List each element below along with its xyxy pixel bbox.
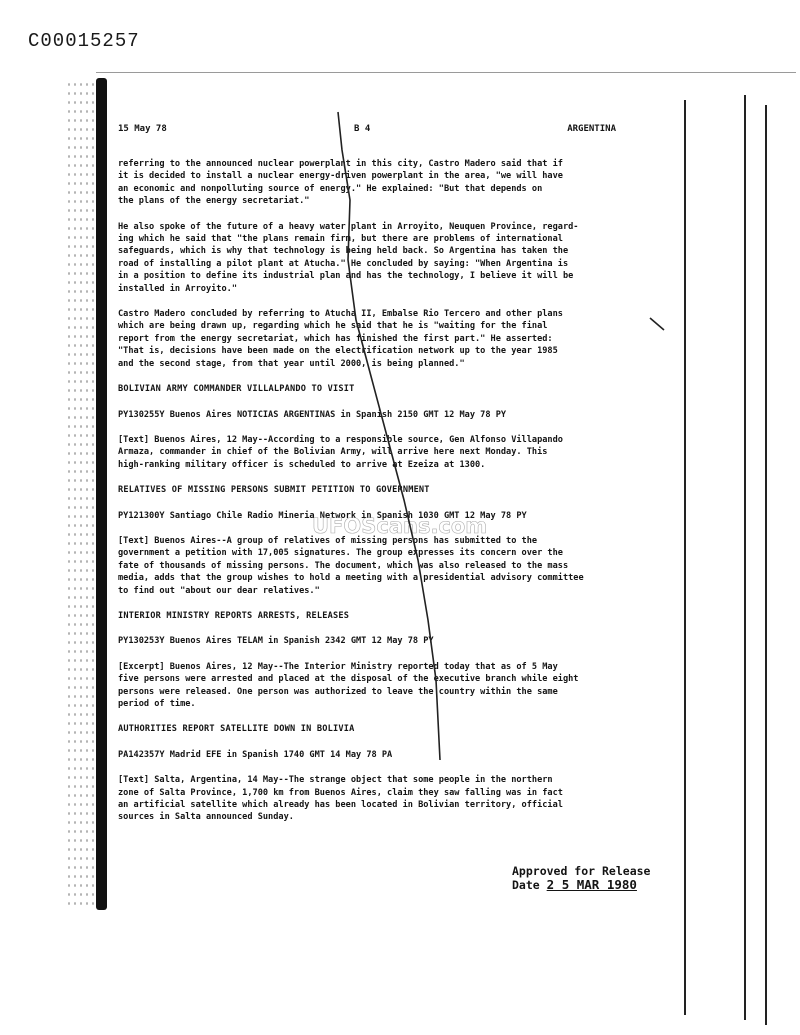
story-headline: INTERIOR MINISTRY REPORTS ARRESTS, RELEASES — [118, 610, 350, 621]
paragraph-atucha: Castro Madero concluded by referring to Atucha II, Embalse Rio Tercero and other plans which are being drawn up, regarding which he said that he is "waiting for the final report from the energy secretariat, which has finished the first part." He asserted: "That is, decisions have been made on the electrification network up to the year 1985 and the second stage, from that year until 2000, is being planned." — [118, 309, 563, 369]
paragraph-nuclear-plant: referring to the announced nuclear powerplant in this city, Castro Madero said that if it is decided to install a nuclear energy-driven powerplant in the area, "we will have an economic and nonpolluting source of energy." He explained: "But that depends on the plans of the energy secretariat." — [118, 159, 563, 207]
story-slug: PY130255Y Buenos Aires NOTICIAS ARGENTINAS in Spanish 2150 GMT 12 May 78 PY — [118, 409, 507, 420]
scan-noise-left — [66, 80, 96, 910]
right-scan-line-3 — [765, 105, 767, 1025]
story-slug: PY130253Y Buenos Aires TELAM in Spanish 2342 GMT 12 May 78 PY — [118, 636, 434, 647]
release-stamp-label: Approved for Release — [512, 864, 651, 878]
story-headline: AUTHORITIES REPORT SATELLITE DOWN IN BOLIVIA — [118, 724, 355, 735]
release-date-label: Date — [512, 878, 540, 892]
story-body: [Excerpt] Buenos Aires, 12 May--The Interior Ministry reported today that as of 5 May five persons were arrested and placed at the disposal of the executive branch while eight persons were released. One person was authorized to leave the country within the same period of time. — [118, 661, 579, 709]
paragraph-heavy-water: He also spoke of the future of a heavy water plant in Arroyito, Neuquen Province, regard- ing which he said that "the plans remain firm, but there are problems of international safeguards, which is why that technology is being held back. So Argentina has taken the road of installing a pilot plant at Atucha." He concluded by saying: "When Argentina is in a position to define its industrial plan and has the technology, I believe it will be installed in Arroyito." — [118, 221, 579, 294]
header-date: 15 May 78 — [118, 124, 167, 134]
document-id: C00015257 — [28, 30, 140, 52]
right-scan-line-2 — [744, 95, 746, 1020]
document-body — [118, 158, 618, 837]
story-body: [Text] Salta, Argentina, 14 May--The strange object that some people in the northern zone of Salta Province, 1,700 km from Buenos Aires, claim they saw falling was in fact an artificial satellite which already has been located in Bolivian territory, official sources in Salta announced Sunday. — [118, 775, 563, 823]
release-date-value: 2 5 MAR 1980 — [546, 877, 637, 892]
story-headline: RELATIVES OF MISSING PERSONS SUBMIT PETITION TO GOVERNMENT — [118, 485, 430, 496]
header-page-number: B 4 — [354, 124, 371, 134]
story-headline: BOLIVIAN ARMY COMMANDER VILLALPANDO TO VISIT — [118, 384, 355, 395]
release-stamp — [512, 864, 650, 892]
page-header — [118, 124, 616, 138]
right-scan-line-1 — [684, 100, 686, 1015]
story-slug: PY121300Y Santiago Chile Radio Mineria Network in Spanish 1030 GMT 12 May 78 PY — [118, 510, 527, 521]
story-slug: PA142357Y Madrid EFE in Spanish 1740 GMT 14 May 78 PA — [118, 749, 393, 760]
watermark: UFOScans.com — [312, 514, 488, 538]
header-country: ARGENTINA — [567, 124, 616, 134]
scan-edge-bar — [96, 78, 107, 910]
story-body: [Text] Buenos Aires, 12 May--According to a responsible source, Gen Alfonso Villapando Armaza, commander in chief of the Bolivian Army, will arrive here next Monday. This high-ranking military officer is scheduled to arrive at Ezeiza at 1300. — [118, 434, 563, 470]
story-body: [Text] Buenos Aires--A group of relatives of missing persons has submitted to the government a petition with 17,005 signatures. The group expresses its concern over the fate of thousands of missing persons. The document, which was also released to the mass media, adds that the group wishes to hold a meeting with a presidential advisory committee to find out "about our dear relatives." — [118, 535, 584, 596]
